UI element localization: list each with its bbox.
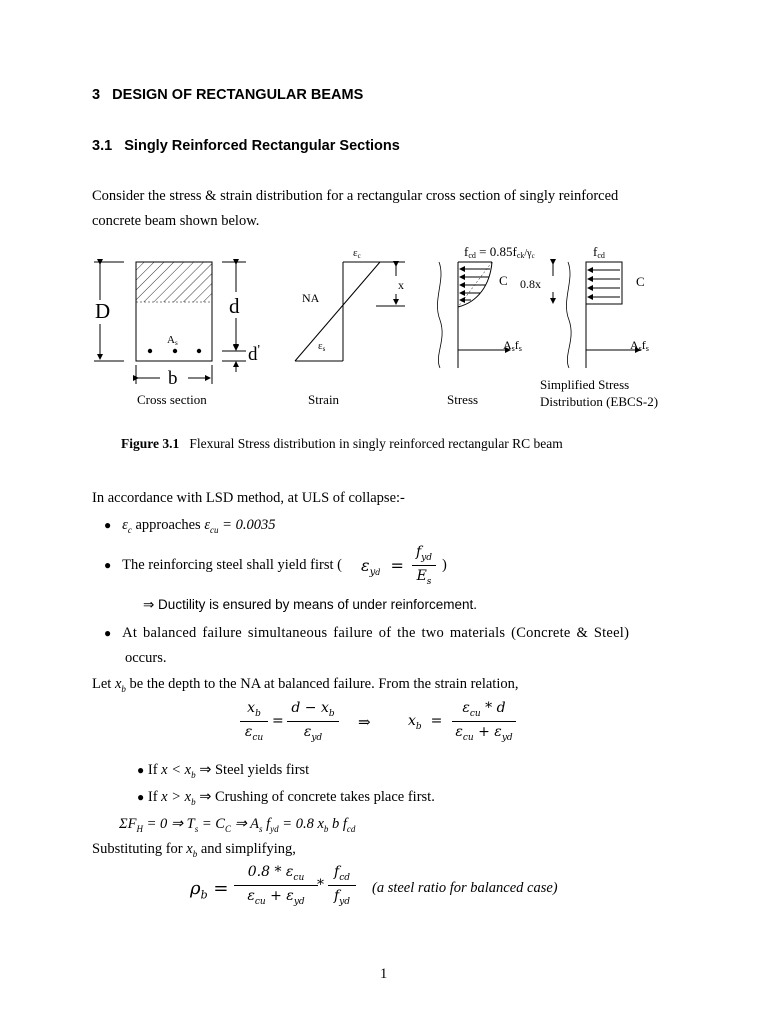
bullet-dot: ●	[104, 626, 112, 640]
substituting-line: Substituting for $x_b$ and simplifying,	[92, 841, 296, 859]
label-b: b	[168, 368, 178, 389]
label-d-prime: d'	[248, 343, 261, 365]
eps-yd-symbol: $\varepsilon_{yd}$ =	[361, 556, 404, 579]
lsd-line: In accordance with LSD method, at ULS of collapse:-	[92, 490, 405, 506]
caption-cross-section: Cross section	[137, 392, 207, 407]
rho-b-symbol: $\rho_b$ =	[190, 878, 229, 902]
strain-diagram	[295, 247, 405, 407]
label-fcd-simplified: fcd	[593, 244, 605, 260]
stress-diagram	[437, 244, 534, 407]
figure-3-1	[0, 236, 768, 416]
label-eps-s: εs	[318, 340, 326, 353]
subsection-heading	[92, 138, 400, 154]
label-Asfs-simplified: Asfs	[630, 338, 649, 353]
label-C-stress: C	[499, 273, 508, 288]
section-number: 3	[92, 87, 101, 103]
bullet-2: ● The reinforcing steel shall yield first (	[104, 557, 342, 573]
if-line-1: ● If $x < x_b$ ⇒ Steel yields first	[137, 762, 310, 780]
bullet-1: ● $\varepsilon_c$ approaches $\varepsilon_{cu} = 0.0035$	[104, 517, 276, 535]
cross-section-diagram	[94, 262, 260, 407]
figure-caption	[121, 436, 563, 452]
rho-b-frac-1: $0.8 * \varepsilon_{cu}$ $\varepsilon_{cu} + \varepsilon_{yd}$	[234, 864, 318, 907]
figure-title: Flexural Stress distribution in singly reinforced rectangular RC beam	[189, 436, 563, 451]
label-0-8x: 0.8x	[520, 277, 541, 291]
steel-ratio-note: (a steel ratio for balanced case)	[372, 880, 558, 896]
bullet-2-close: )	[442, 557, 447, 573]
label-D: D	[95, 299, 111, 323]
subsection-title: Singly Reinforced Rectangular Sections	[124, 138, 400, 154]
simplified-stress-diagram	[520, 244, 658, 409]
bullet-3: ● At balanced failure simultaneous failure of the two materials (Concrete & Steel)	[104, 625, 630, 641]
bullet-3-line-2: occurs.	[125, 650, 167, 666]
intro-line-2: concrete beam shown below.	[92, 213, 260, 229]
let-line: Let $x_b$ be the depth to the NA at balanced failure. From the strain relation,	[92, 676, 519, 694]
page-number: 1	[380, 966, 388, 982]
equilibrium-line: $\Sigma F_H = 0$ ⇒ $T_s = C_C$ ⇒ $A_s$ $f_{yd} = 0.8$ $x_b$ b $f_{cd}$	[119, 816, 356, 834]
section-heading	[92, 87, 363, 103]
if-line-2: ● If $x > x_b$ ⇒ Crushing of concrete takes place first.	[137, 789, 435, 807]
caption-simplified-1: Simplified Stress	[540, 377, 630, 392]
label-NA: NA	[302, 291, 320, 305]
xb-formula: $\varepsilon_{cu}$ * d $\varepsilon_{cu} + \varepsilon_{yd}$	[452, 700, 516, 743]
label-d: d	[229, 294, 240, 318]
caption-simplified-2: Distribution (EBCS-2)	[540, 394, 659, 409]
label-C-simplified: C	[636, 274, 645, 289]
bullet-dot: ●	[104, 518, 112, 532]
caption-stress: Stress	[447, 392, 479, 407]
bullet-dot: ●	[104, 558, 112, 572]
caption-strain: Strain	[308, 392, 340, 407]
xb-over-ecu: $x_b$ $\varepsilon_{cu}$	[240, 700, 268, 743]
label-x: x	[398, 278, 404, 292]
figure-label: Figure 3.1	[121, 436, 180, 451]
fyd-over-Es: $f_{yd}$ $E_s$	[412, 544, 436, 587]
section-title: DESIGN OF RECTANGULAR BEAMS	[112, 87, 364, 103]
fcd-over-fyd: $f_{cd}$ $f_{yd}$	[328, 864, 356, 907]
subsection-number: 3.1	[92, 138, 113, 154]
label-As: As	[167, 334, 178, 347]
ductility-line: ⇒ Ductility is ensured by means of under reinforcement.	[143, 597, 477, 612]
label-fcd-stress: fcd = 0.85fck/γc	[464, 244, 535, 260]
d-minus-xb-over-eyd: $d - x_b$ $\varepsilon_{yd}$	[287, 700, 339, 743]
intro-line-1: Consider the stress & strain distribution for a rectangular cross section of singly reinforced	[92, 188, 619, 204]
label-eps-c: εc	[353, 247, 361, 260]
label-Asfs-stress: Asfs	[503, 338, 522, 353]
